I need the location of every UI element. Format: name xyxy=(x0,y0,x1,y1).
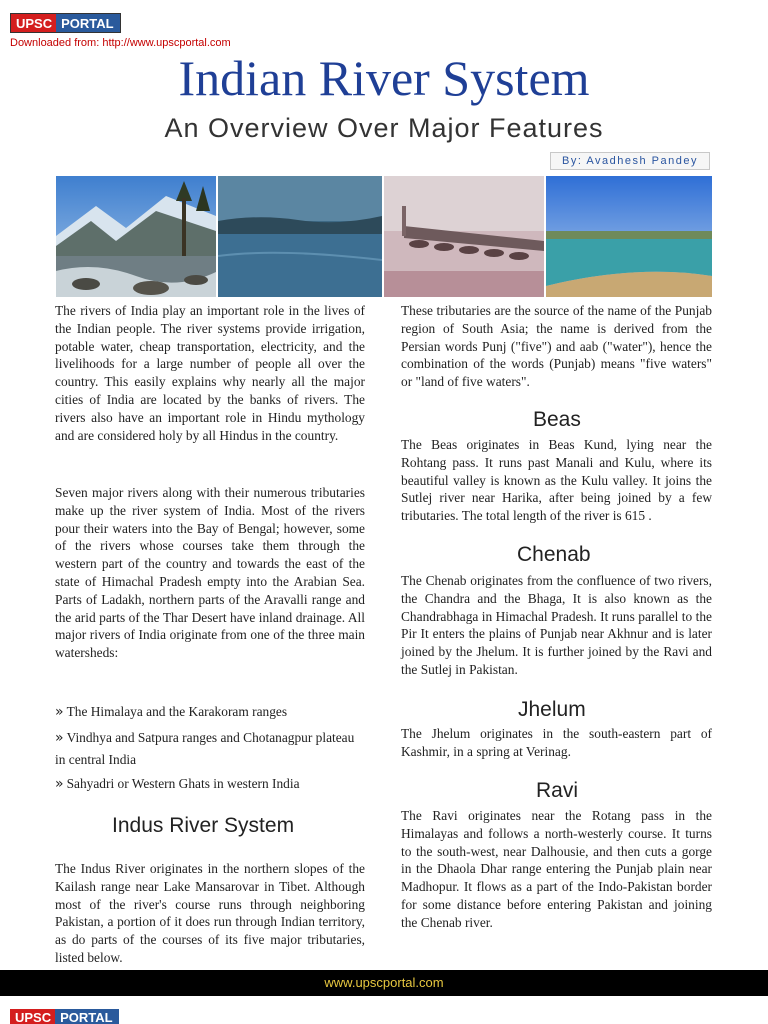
indus-paragraph: The Indus River originates in the northern slopes of the Kailash range near Lake Mansarovar in Tibet. Although most of the river's course runs through neighboring Pakistan, a portion of it does run through Indian territory, as do parts of the courses of its five major tributaries, listed below. xyxy=(55,861,365,965)
intro-paragraph: The rivers of India play an important role in the lives of the Indian people. The river systems provide irrigation, potable water, cheap transportation, electricity, and the livelihoods for a large number of people all over the country. This easily explains why nearly all the major cities of India are located by the banks of rivers. The rivers also have an important role in Hindu mythology and are considered holy by all Hindus in the country. xyxy=(55,303,365,443)
watershed-bullet-3: » Sahyadri or Western Ghats in western India xyxy=(55,776,300,792)
indus-heading: Indus River System xyxy=(112,814,295,837)
indus-section xyxy=(55,860,365,967)
watershed-bullet-2: » Vindhya and Satpura ranges and Chotanagpur plateau in central India xyxy=(55,730,355,767)
watershed-bullet-1: » The Himalaya and the Karakoram ranges xyxy=(55,704,288,720)
footer-bar xyxy=(0,970,768,996)
punjab-paragraph: These tributaries are the source of the name of the Punjab region of South Asia; the name is derived from the Persian words Punj ("five") and aab ("water"), hence the combination of the words (Punjab) means "five waters" or "land of five waters". xyxy=(401,303,712,390)
beas-paragraph: The Beas originates in Beas Kund, lying near the Rohtang pass. It runs past Manali and Kulu, where its beautiful valley is known as the Kulu valley. It joins the Sutlej river near Harika, after being joined by a few tributaries. The total length of the river is 615 . xyxy=(401,437,712,524)
downloaded-from-link[interactable]: Downloaded from: http://www.upscportal.com xyxy=(10,37,231,49)
logo-upsc-text: UPSC xyxy=(10,1009,55,1024)
logo-upsc-text: UPSC xyxy=(11,14,56,32)
left-column-2 xyxy=(55,484,365,662)
ravi-heading: Ravi xyxy=(536,779,579,802)
chenab-paragraph: The Chenab originates from the confluence of two rivers, the Chandra and the Bhaga, It is also known as the Chandrabhaga in Himachal Pradesh. It runs parallel to the Pir It enters the plains of Punjab near Akhnur and is later joined by the Jhelum. It is further joined by the Ravi and the Sutlej in Pakistan. xyxy=(401,573,712,677)
photo-blue-river-plain xyxy=(546,176,712,297)
left-column xyxy=(55,302,365,444)
chenab-heading: Chenab xyxy=(517,543,591,566)
logo-portal-text: PORTAL xyxy=(56,14,119,32)
jhelum-heading: Jhelum xyxy=(518,698,586,721)
beas-section xyxy=(401,436,712,525)
bullet-chevron-icon: » xyxy=(55,776,64,792)
upsc-portal-logo xyxy=(10,13,121,33)
bullet-chevron-icon: » xyxy=(55,730,64,746)
jhelum-section xyxy=(401,725,712,761)
photo-misty-river xyxy=(218,176,382,297)
ravi-paragraph: The Ravi originates near the Rotang pass in the Himalayas and follows a north-westerly course. It turns to the south-west, near Dalhousie, and then cuts a gorge in the Dhaola Dhar range entering the Punjab plain near Madhopur. It flows as a part of the Indo-Pakistan border for some distance before entering Pakistan and joining the Chenab river. xyxy=(401,808,712,930)
beas-heading: Beas xyxy=(533,408,581,431)
ravi-section xyxy=(401,807,712,932)
right-column xyxy=(401,302,712,391)
logo-portal-text: PORTAL xyxy=(55,1009,118,1024)
page-title: Indian River System xyxy=(178,50,590,106)
jhelum-paragraph: The Jhelum originates in the south-eastern part of Kashmir, in a spring at Verinag. xyxy=(401,726,712,759)
photo-mountain-river xyxy=(56,176,216,297)
upsc-portal-logo-footer xyxy=(10,1009,119,1024)
major-rivers-paragraph: Seven major rivers along with their numerous tributaries make up the river system of India. Most of the rivers pour their waters into the Bay of Bengal; however, some of the rivers whose courses take them through the western part of the country and towards the east of the state of Himachal Pradesh empty into the Arabian Sea. Parts of Ladakh, northern parts of the Aravalli range and the arid parts of the Thar Desert have inland drainage. All major rivers of India originate from one of the three main watersheds: xyxy=(55,485,365,661)
chenab-section xyxy=(401,572,712,679)
bullet-chevron-icon: » xyxy=(55,704,64,720)
author-byline: By: Avadhesh Pandey xyxy=(550,152,710,170)
footer-url-link[interactable]: www.upscportal.com xyxy=(324,975,444,990)
page-subtitle: An Overview Over Major Features xyxy=(164,113,604,143)
photo-pontoon-bridge xyxy=(384,176,544,297)
